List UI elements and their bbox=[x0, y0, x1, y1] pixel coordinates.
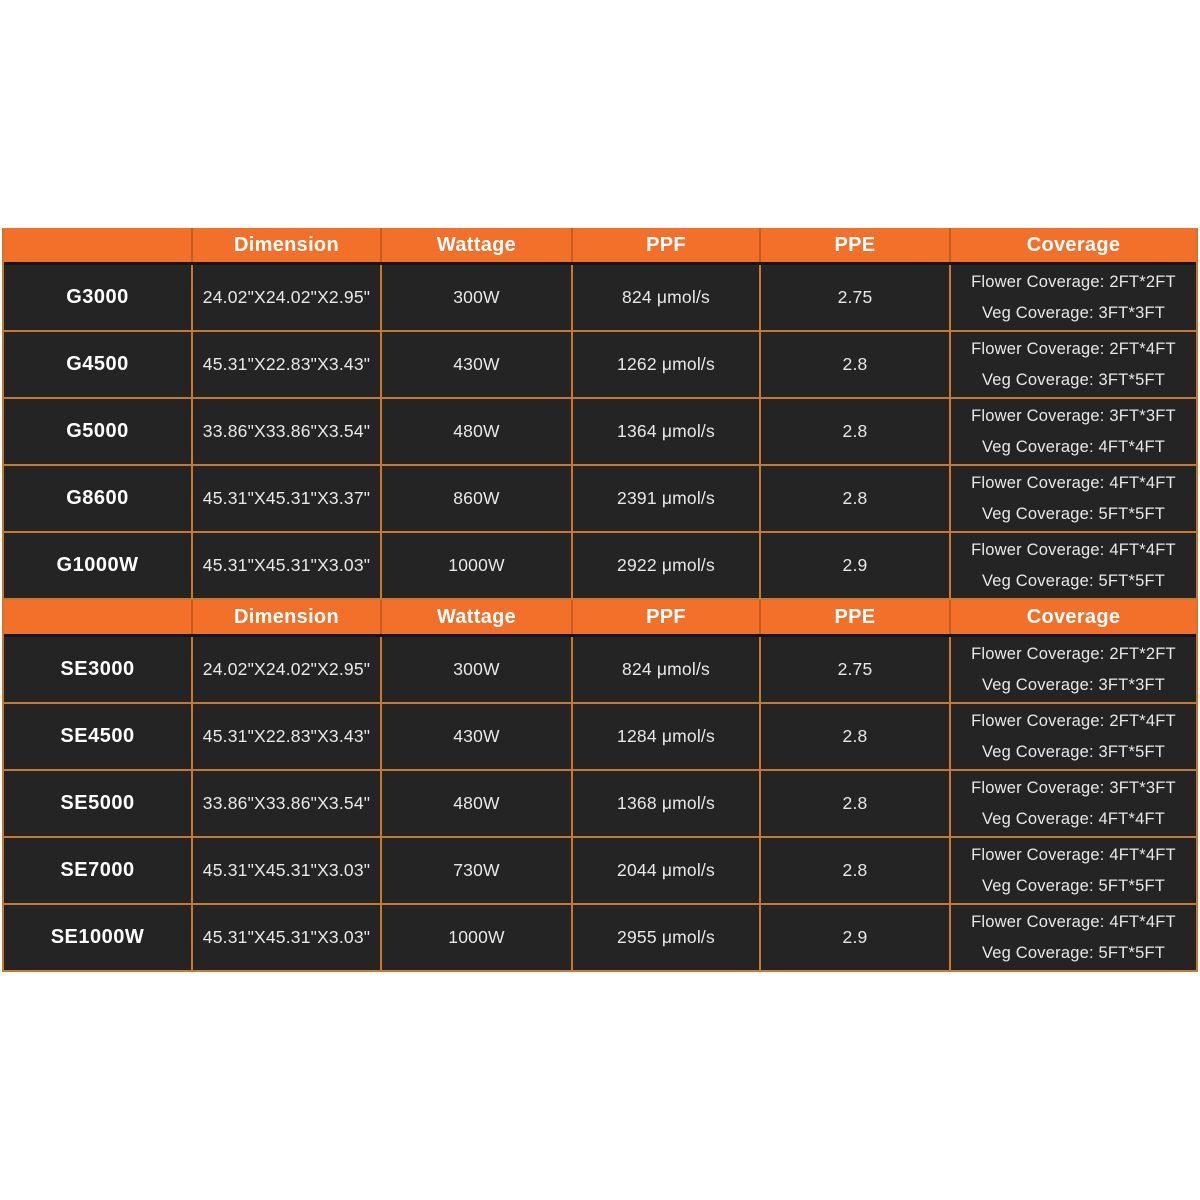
ppf-cell: 1368 μmol/s bbox=[573, 771, 761, 836]
flower-coverage: Flower Coverage: 4FT*4FT bbox=[971, 473, 1176, 492]
flower-coverage: Flower Coverage: 4FT*4FT bbox=[971, 540, 1176, 559]
flower-coverage: Flower Coverage: 2FT*2FT bbox=[971, 272, 1176, 291]
header-cell-coverage: Coverage bbox=[1026, 605, 1121, 628]
veg-coverage: Veg Coverage: 3FT*5FT bbox=[981, 370, 1166, 389]
wattage-cell: 430W bbox=[382, 704, 573, 769]
ppe-cell: 2.8 bbox=[761, 466, 951, 531]
veg-coverage: Veg Coverage: 4FT*4FT bbox=[981, 437, 1166, 456]
ppf-cell: 2922 μmol/s bbox=[573, 533, 761, 598]
header-cell-dimension: Dimension bbox=[193, 600, 382, 634]
model-cell: SE5000 bbox=[4, 771, 193, 836]
ppf-cell: 2391 μmol/s bbox=[573, 466, 761, 531]
dimension-cell: 24.02"X24.02"X2.95" bbox=[193, 637, 382, 702]
ppe-cell: 2.8 bbox=[761, 332, 951, 397]
header-cell-ppe: PPE bbox=[761, 228, 951, 262]
ppe-cell: 2.75 bbox=[761, 265, 951, 330]
coverage-cell bbox=[951, 265, 1196, 330]
wattage-cell: 480W bbox=[382, 399, 573, 464]
dimension-cell: 45.31"X45.31"X3.37" bbox=[193, 466, 382, 531]
table-row-g1000w bbox=[4, 533, 1196, 600]
flower-coverage: Flower Coverage: 3FT*3FT bbox=[971, 406, 1176, 425]
coverage-cell bbox=[951, 771, 1196, 836]
header-cell-ppf: PPF bbox=[573, 228, 761, 262]
veg-coverage: Veg Coverage: 3FT*3FT bbox=[981, 675, 1166, 694]
wattage-cell: 480W bbox=[382, 771, 573, 836]
dimension-cell: 45.31"X22.83"X3.43" bbox=[193, 332, 382, 397]
table-row-g8600 bbox=[4, 466, 1196, 533]
model-cell: G1000W bbox=[4, 533, 193, 598]
ppe-cell: 2.8 bbox=[761, 838, 951, 903]
coverage-cell bbox=[951, 332, 1196, 397]
wattage-cell: 430W bbox=[382, 332, 573, 397]
wattage-cell: 730W bbox=[382, 838, 573, 903]
coverage-cell bbox=[951, 637, 1196, 702]
ppe-cell: 2.8 bbox=[761, 399, 951, 464]
ppf-cell: 1262 μmol/s bbox=[573, 332, 761, 397]
table-row-se3000 bbox=[4, 637, 1196, 704]
flower-coverage: Flower Coverage: 4FT*4FT bbox=[971, 845, 1176, 864]
header-cell-dimension: Dimension bbox=[193, 228, 382, 262]
header-cell-wattage: Wattage bbox=[382, 600, 573, 634]
table-row-se7000 bbox=[4, 838, 1196, 905]
veg-coverage: Veg Coverage: 5FT*5FT bbox=[981, 504, 1166, 523]
coverage-cell bbox=[951, 704, 1196, 769]
table-row-g3000 bbox=[4, 265, 1196, 332]
header-cell-model bbox=[4, 600, 193, 634]
table-header-row-g-series bbox=[4, 228, 1196, 265]
header-cell-ppf: PPF bbox=[573, 600, 761, 634]
veg-coverage: Veg Coverage: 4FT*4FT bbox=[981, 809, 1166, 828]
ppf-cell: 824 μmol/s bbox=[573, 265, 761, 330]
table-row-g5000 bbox=[4, 399, 1196, 466]
flower-coverage: Flower Coverage: 2FT*4FT bbox=[971, 339, 1176, 358]
header-cell-wattage: Wattage bbox=[382, 228, 573, 262]
dimension-cell: 45.31"X45.31"X3.03" bbox=[193, 905, 382, 970]
coverage-cell bbox=[951, 399, 1196, 464]
spec-table bbox=[2, 228, 1198, 972]
dimension-cell: 33.86"X33.86"X3.54" bbox=[193, 399, 382, 464]
model-cell: G3000 bbox=[4, 265, 193, 330]
flower-coverage: Flower Coverage: 3FT*3FT bbox=[971, 778, 1176, 797]
wattage-cell: 300W bbox=[382, 265, 573, 330]
veg-coverage: Veg Coverage: 3FT*3FT bbox=[981, 303, 1166, 322]
dimension-cell: 45.31"X45.31"X3.03" bbox=[193, 838, 382, 903]
ppf-cell: 824 μmol/s bbox=[573, 637, 761, 702]
flower-coverage: Flower Coverage: 2FT*2FT bbox=[971, 644, 1176, 663]
table-row-se1000w bbox=[4, 905, 1196, 972]
table-row-se4500 bbox=[4, 704, 1196, 771]
model-cell: SE1000W bbox=[4, 905, 193, 970]
coverage-cell bbox=[951, 533, 1196, 598]
model-cell: SE7000 bbox=[4, 838, 193, 903]
ppe-cell: 2.9 bbox=[761, 533, 951, 598]
table-row-g4500 bbox=[4, 332, 1196, 399]
dimension-cell: 33.86"X33.86"X3.54" bbox=[193, 771, 382, 836]
header-cell-coverage: Coverage bbox=[1026, 233, 1121, 256]
dimension-cell: 45.31"X45.31"X3.03" bbox=[193, 533, 382, 598]
wattage-cell: 1000W bbox=[382, 905, 573, 970]
coverage-cell bbox=[951, 838, 1196, 903]
dimension-cell: 24.02"X24.02"X2.95" bbox=[193, 265, 382, 330]
ppe-cell: 2.9 bbox=[761, 905, 951, 970]
model-cell: G8600 bbox=[4, 466, 193, 531]
model-cell: SE3000 bbox=[4, 637, 193, 702]
flower-coverage: Flower Coverage: 4FT*4FT bbox=[971, 912, 1176, 931]
wattage-cell: 300W bbox=[382, 637, 573, 702]
flower-coverage: Flower Coverage: 2FT*4FT bbox=[971, 711, 1176, 730]
model-cell: G5000 bbox=[4, 399, 193, 464]
ppf-cell: 2955 μmol/s bbox=[573, 905, 761, 970]
coverage-cell bbox=[951, 905, 1196, 970]
veg-coverage: Veg Coverage: 5FT*5FT bbox=[981, 571, 1166, 590]
veg-coverage: Veg Coverage: 5FT*5FT bbox=[981, 943, 1166, 962]
ppf-cell: 1364 μmol/s bbox=[573, 399, 761, 464]
veg-coverage: Veg Coverage: 3FT*5FT bbox=[981, 742, 1166, 761]
dimension-cell: 45.31"X22.83"X3.43" bbox=[193, 704, 382, 769]
ppe-cell: 2.75 bbox=[761, 637, 951, 702]
ppe-cell: 2.8 bbox=[761, 704, 951, 769]
header-cell-model bbox=[4, 228, 193, 262]
header-cell-ppe: PPE bbox=[761, 600, 951, 634]
ppf-cell: 2044 μmol/s bbox=[573, 838, 761, 903]
coverage-cell bbox=[951, 466, 1196, 531]
wattage-cell: 1000W bbox=[382, 533, 573, 598]
ppe-cell: 2.8 bbox=[761, 771, 951, 836]
veg-coverage: Veg Coverage: 5FT*5FT bbox=[981, 876, 1166, 895]
table-header-row-se-series bbox=[4, 600, 1196, 637]
ppf-cell: 1284 μmol/s bbox=[573, 704, 761, 769]
model-cell: SE4500 bbox=[4, 704, 193, 769]
model-cell: G4500 bbox=[4, 332, 193, 397]
wattage-cell: 860W bbox=[382, 466, 573, 531]
table-row-se5000 bbox=[4, 771, 1196, 838]
